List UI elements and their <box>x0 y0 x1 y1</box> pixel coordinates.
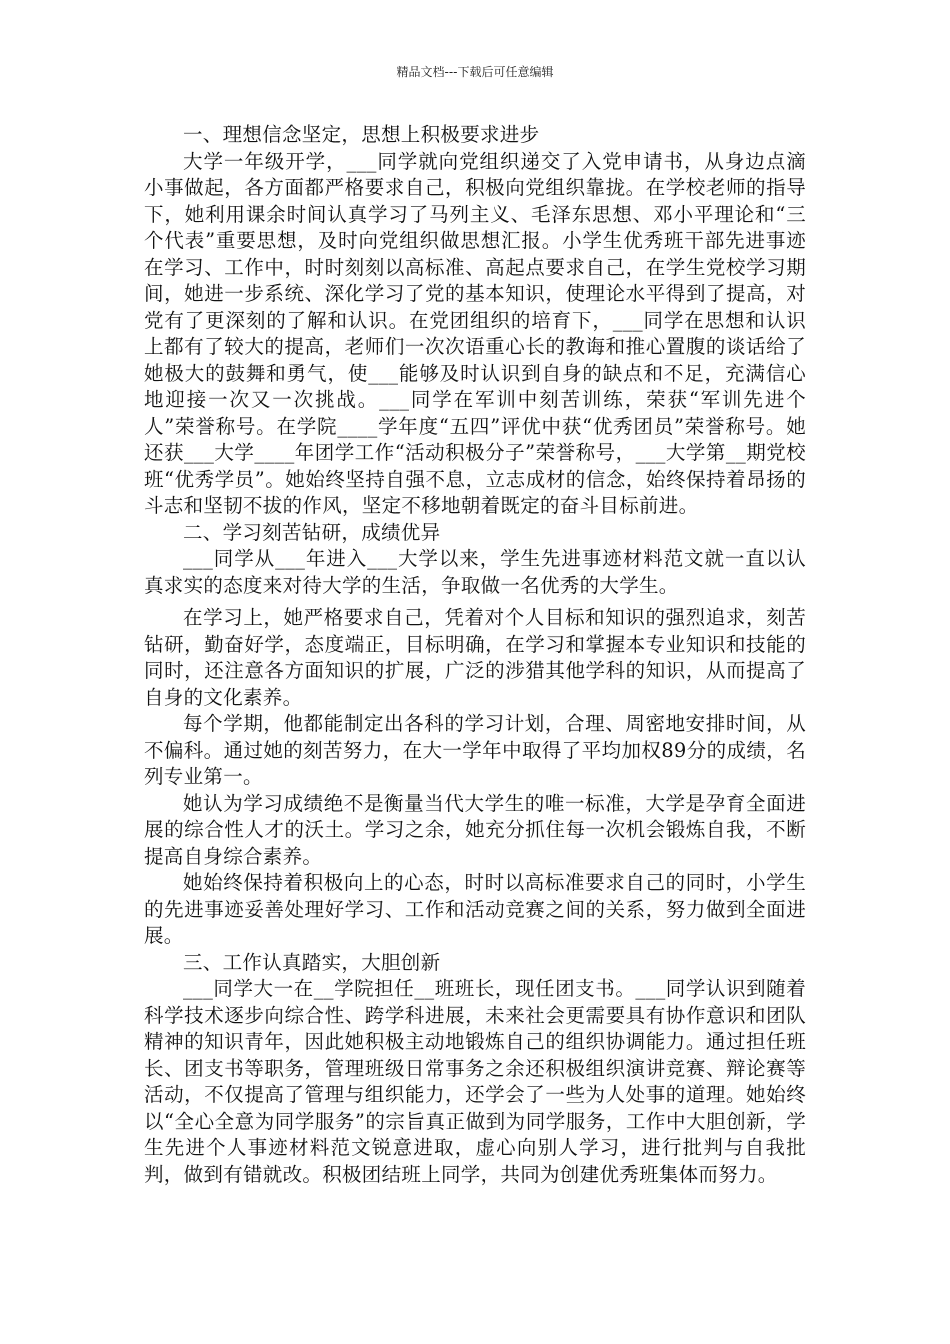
document-body <box>144 122 806 1188</box>
section-2-paragraph-1: ___同学从___年进入___大学以来，学生先进事迹材料范文就一直以认真求实的态度来对待大学的生活，争取做一名优秀的大学生。 <box>144 547 806 597</box>
section-heading-1: 一、理想信念坚定，思想上积极要求进步 <box>183 123 540 146</box>
section-1-paragraph-1: 大学一年级开学，___同学就向党组织递交了入党申请书，从身边点滴小事做起，各方面都严格要求自己，积极向党组织靠拢。在学校老师的指导下，她利用课余时间认真学习了马列主义、毛泽东思想、邓小平理论和“三个代表”重要思想，及时向党组织做思想汇报。小学生优秀班干部先进事迹在学习、工作中，时时刻刻以高标准、高起点要求自己，在学生党校学习期间，她进一步系统、深化学习了党的基本知识，使理论水平得到了提高，对党有了更深刻的了解和认识。在党团组织的培育下，___同学在思想和认识上都有了较大的提高，老师们一次次语重心长的教诲和推心置腹的谈话给了她极大的鼓舞和勇气，使___能够及时认识到自身的缺点和不足，充满信心地迎接一次又一次挑战。___同学在军训中刻苦训练，荣获“军训先进个人”荣誉称号。在学院____学年度“五四”评优中获“优秀团员”荣誉称号。她还获___大学____年团学工作“活动积极分子”荣誉称号，___大学第__期党校班“优秀学员”。她始终坚持自强不息，立志成材的信念，始终保持着昂扬的斗志和坚韧不拔的作风，坚定不移地朝着既定的奋斗目标前进。 <box>144 149 806 517</box>
section-heading-3: 三、工作认真踏实，大胆创新 <box>183 950 441 974</box>
section-heading-2: 二、学习刻苦钻研，成绩优异 <box>183 520 441 544</box>
section-2-paragraph-4: 她认为学习成绩绝不是衡量当代大学生的唯一标准，大学是孕育全面进展的综合性人才的沃土。学习之余，她充分抓住每一次机会锻炼自我，不断提高自身综合素养。 <box>144 791 806 868</box>
section-2-paragraph-5: 她始终保持着积极向上的心态，时时以高标准要求自己的同时，小学生的先进事迹妥善处理好学习、工作和活动竞赛之间的关系，努力做到全面进展。 <box>144 871 806 947</box>
section-3-paragraph-1: ___同学大一在__学院担任__班班长，现任团支书。___同学认识到随着科学技术逐步向综合性、跨学科进展，未来社会更需要具有协作意识和团队精神的知识青年，因此她积极主动地锻炼自己的组织协调能力。通过担任班长、团支书等职务，管理班级日常事务之余还积极组织演讲竞赛、辩论赛等活动，不仅提高了管理与组织能力，还学会了一些为人处事的道理。她始终以“全心全意为同学服务”的宗旨真正做到为同学服务，工作中大胆创新，学生先进个人事迹材料范文锐意进取，虚心向别人学习，进行批判与自我批判，做到有错就改。积极团结班上同学，共同为创建优秀班集体而努力。 <box>144 977 806 1186</box>
page-header: 精品文档---下载后可任意编辑 <box>396 65 554 79</box>
section-2-paragraph-2: 在学习上，她严格要求自己，凭着对个人目标和知识的强烈追求，刻苦钻研，勤奋好学，态度端正，目标明确，在学习和掌握本专业知识和技能的同时，还注意各方面知识的扩展，广泛的涉猎其他学科的知识，从而提高了自身的文化素养。 <box>144 606 806 709</box>
section-2-paragraph-3: 每个学期，他都能制定出各科的学习计划，合理、周密地安排时间，从不偏科。通过她的刻苦努力，在大一学年中取得了平均加权89分的成绩，名列专业第一。 <box>144 712 806 788</box>
